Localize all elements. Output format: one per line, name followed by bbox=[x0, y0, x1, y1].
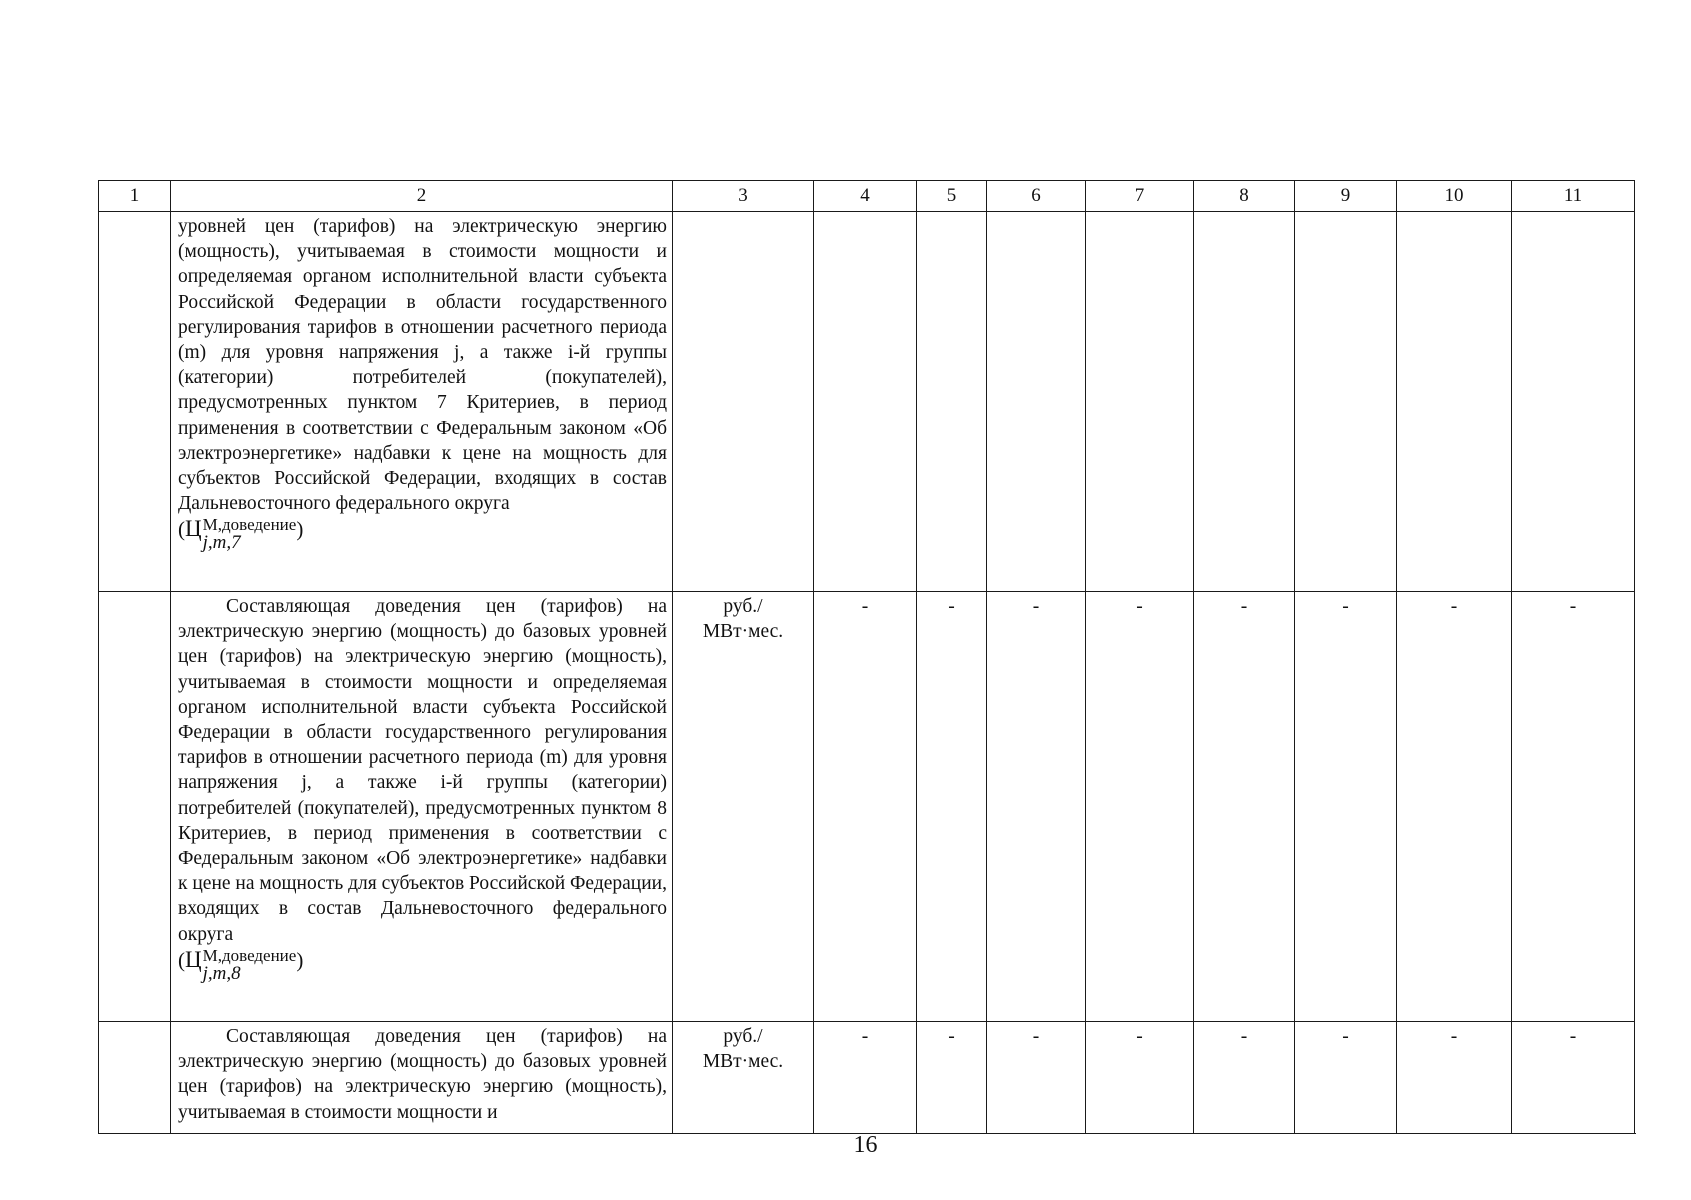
formula-close: ) bbox=[296, 517, 304, 542]
column-header: 3 bbox=[673, 181, 814, 212]
unit-line: МВт·мес. bbox=[702, 621, 784, 642]
row-number-cell bbox=[99, 212, 171, 592]
column-header: 9 bbox=[1295, 181, 1397, 212]
column-header: 11 bbox=[1512, 181, 1635, 212]
formula-base: Ц bbox=[185, 946, 202, 972]
value-cell: - bbox=[1512, 1022, 1635, 1162]
description-text: Составляющая доведения цен (тарифов) на электрическую энергию (мощность) до базовых уровней цен (тарифов) на электрическую энергию (мощность), учитываемая в стоимости мощности и bbox=[178, 1026, 667, 1123]
formula bbox=[178, 515, 667, 554]
unit-cell bbox=[673, 212, 814, 592]
unit-cell bbox=[673, 592, 814, 1022]
value-cell: - bbox=[814, 592, 917, 1022]
value-cell: - bbox=[1295, 592, 1397, 1022]
column-header: 6 bbox=[987, 181, 1086, 212]
value-cell bbox=[1397, 212, 1512, 592]
formula bbox=[178, 945, 667, 984]
value-cell: - bbox=[1295, 1022, 1397, 1162]
description-cell bbox=[171, 592, 673, 1022]
formula-superscript: М,доведение bbox=[202, 515, 297, 535]
value-cell: - bbox=[1194, 1022, 1295, 1162]
formula-base: Ц bbox=[185, 516, 202, 542]
value-cell: - bbox=[1194, 592, 1295, 1022]
column-header: 10 bbox=[1397, 181, 1512, 212]
description-text: уровней цен (тарифов) на электрическую энергию (мощность), учитываемая в стоимости мощности и определяемая органом исполнительной власти субъекта Российской Федерации в области государственного регулирования тарифов в отношении расчетного периода (m) для уровня напряжения j, а также i-й группы (категории) потребителей (покупателей), предусмотренных пунктом 7 Критериев, в период применения в соответствии с Федеральным законом «Об электроэнергетике» надбавки к цене на мощность для субъектов Российской Федерации, входящих в состав Дальневосточного федерального округа bbox=[178, 216, 667, 515]
value-cell: - bbox=[987, 1022, 1086, 1162]
formula-subscript: j,m,8 bbox=[202, 962, 241, 984]
description-cell bbox=[171, 212, 673, 592]
table-row bbox=[99, 592, 1635, 1022]
page-number: 16 bbox=[853, 1132, 878, 1158]
column-header: 1 bbox=[99, 181, 171, 212]
value-cell: - bbox=[814, 1022, 917, 1162]
value-cell: - bbox=[1512, 592, 1635, 1022]
description-text: Составляющая доведения цен (тарифов) на электрическую энергию (мощность) до базовых уровней цен (тарифов) на электрическую энергию (мощность), учитываемая в стоимости мощности и определяемая органом исполнительной власти субъекта Российской Федерации в области государственного регулирования тарифов в отношении расчетного периода (m) для уровня напряжения j, а также i-й группы (категории) потребителей (покупателей), предусмотренных пунктом 8 Критериев, в период применения в соответствии с Федеральным законом «Об электроэнергетике» надбавки к цене на мощность для субъектов Российской Федерации, входящих в состав Дальневосточного федерального округа bbox=[178, 596, 667, 945]
value-cell: - bbox=[987, 592, 1086, 1022]
value-cell: - bbox=[917, 592, 987, 1022]
value-cell: - bbox=[1397, 1022, 1512, 1162]
unit-line: МВт·мес. bbox=[702, 1051, 784, 1072]
value-cell bbox=[1512, 212, 1635, 592]
row-number-cell bbox=[99, 592, 171, 1022]
formula-close: ) bbox=[296, 947, 304, 972]
formula-open: ( bbox=[178, 517, 185, 542]
value-cell bbox=[814, 212, 917, 592]
value-cell bbox=[1295, 212, 1397, 592]
value-cell: - bbox=[1086, 592, 1194, 1022]
table-row bbox=[99, 212, 1635, 592]
unit-line: руб./ bbox=[723, 1026, 763, 1047]
tariff-table bbox=[98, 180, 1635, 1162]
column-header: 7 bbox=[1086, 181, 1194, 212]
column-header: 4 bbox=[814, 181, 917, 212]
column-header: 8 bbox=[1194, 181, 1295, 212]
unit-line: руб./ bbox=[723, 596, 763, 617]
column-header: 5 bbox=[917, 181, 987, 212]
value-cell bbox=[1086, 212, 1194, 592]
value-cell bbox=[987, 212, 1086, 592]
formula-subscript: j,m,7 bbox=[202, 532, 241, 554]
value-cell: - bbox=[917, 1022, 987, 1162]
value-cell: - bbox=[1086, 1022, 1194, 1162]
value-cell bbox=[917, 212, 987, 592]
column-header: 2 bbox=[171, 181, 673, 212]
value-cell bbox=[1194, 212, 1295, 592]
value-cell: - bbox=[1397, 592, 1512, 1022]
formula-open: ( bbox=[178, 947, 185, 972]
formula-superscript: М,доведение bbox=[202, 945, 297, 965]
column-number-row bbox=[99, 181, 1635, 212]
